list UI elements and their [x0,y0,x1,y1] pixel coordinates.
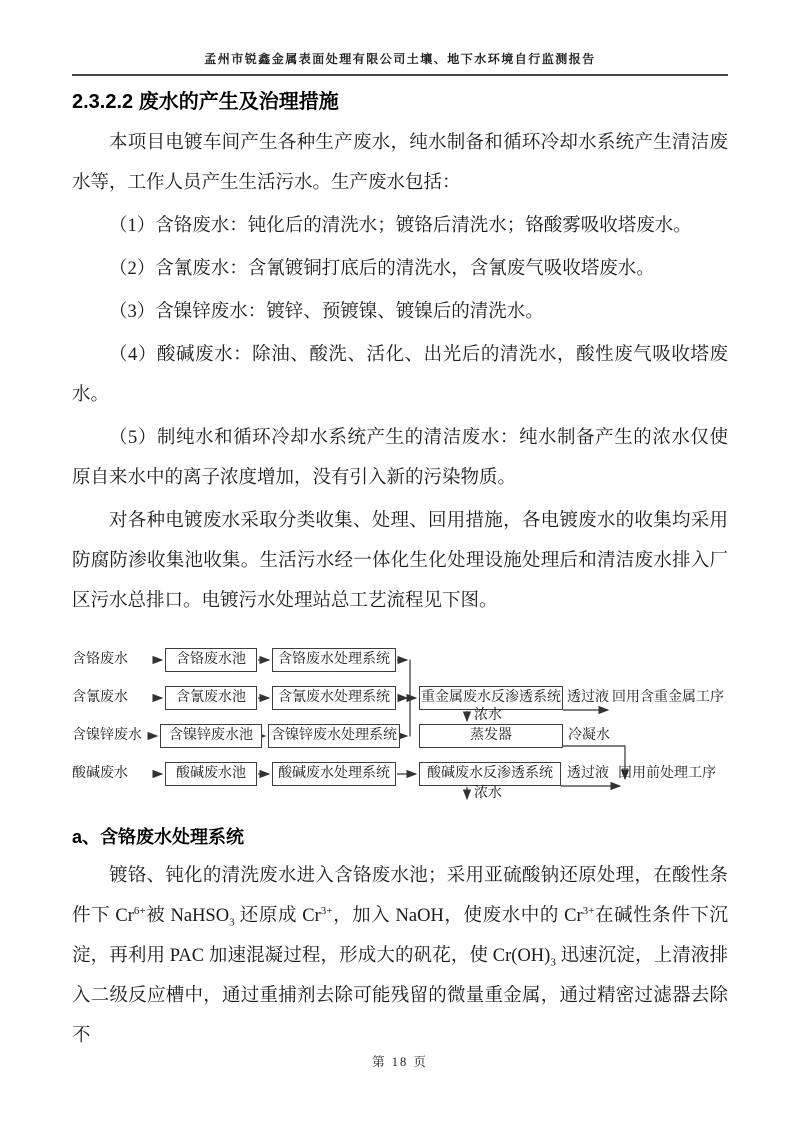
flow-source-cyanide: 含氰废水 [72,690,128,705]
flow-pool-acid-alkali: 酸碱废水池 [165,762,257,786]
flow-system-cyanide: 含氰废水处理系统 [272,686,396,710]
paragraph-collection: 对各种电镀废水采取分类收集、处理、回用措施，各电镀废水的收集均采用防腐防渗收集池收集。生活污水经一体化生化处理设施处理后和清洁废水排入厂区污水总排口。电镀污水处理站总工艺流程见下图。 [72,511,728,611]
flow-pool-nickel-zinc: 含镍锌废水池 [160,724,262,748]
flow-system-nickel-zinc: 含镍锌废水处理系统 [268,724,400,748]
running-header: 孟州市锐鑫金属表面处理有限公司土壤、地下水环境自行监测报告 [204,52,596,66]
flow-source-acid-alkali: 酸碱废水 [72,766,128,781]
list-item-2: （2）含氰废水：含氰镀铜打底后的清洗水，含氰废气吸收塔废水。 [109,259,655,279]
flow-label-concentrate-acid: 浓水 [474,786,502,801]
flow-label-reuse-heavy-metal: 回用含重金属工序 [612,690,724,705]
flow-system-acid-alkali: 酸碱废水处理系统 [272,762,396,786]
subsection-heading: a、含铬废水处理系统 [72,827,245,847]
flow-box-evaporator: 蒸发器 [419,724,563,748]
list-item-3: （3）含镍锌废水：镀锌、预镀镍、镀镍后的清洗水。 [109,302,544,322]
flow-label-permeate-acid: 透过液 [567,766,609,781]
list-item-4: （4）酸碱废水：除油、酸洗、活化、出光后的清洗水，酸性废气吸收塔废水。 [72,345,728,405]
header-divider [72,74,728,76]
paragraph-chrome-treatment: 镀铬、钝化的清洗废水进入含铬废水池；采用亚硫酸钠还原处理，在酸性条件下 $Cr^{6+}$被 NaHSO$_3$ 还原成 $Cr^{3+}$，加入 NaOH，使废水中的 $Cr^{3+}$在碱性条件下沉淀，再利用 PAC 加速混凝过程，形成大的矾花，使 $Cr(OH)_3$ 迅速沉淀，上清液排入二级反应槽中，通过重捕剂去除可能残留的微量重金属，通过精密过滤器去除不 [72,866,728,1046]
flow-box-heavy-metal-ro: 重金属废水反渗透系统 [419,686,563,710]
flow-pool-chrome: 含铬废水池 [165,648,257,672]
paragraph-intro: 本项目电镀车间产生各种生产废水，纯水制备和循环冷却水系统产生清洁废水等，工作人员产生生活污水。生产废水包括： [72,133,728,193]
flow-label-reuse-pretreatment: 回用前处理工序 [618,766,716,781]
flow-system-chrome: 含铬废水处理系统 [272,648,396,672]
flow-pool-cyanide: 含氰废水池 [165,686,257,710]
flow-label-permeate-heavy: 透过液 [567,690,609,705]
list-item-1: （1）含铬废水：钝化后的清洗水；镀铬后清洗水；铬酸雾吸收塔废水。 [109,216,692,236]
flow-diagram [72,643,728,815]
flow-box-acid-alkali-ro: 酸碱废水反渗透系统 [419,762,561,786]
page-number: 第 18 页 [372,1055,428,1069]
flow-label-condensate: 冷凝水 [568,728,610,743]
flow-label-concentrate-heavy: 浓水 [474,708,502,723]
flow-source-chrome: 含铬废水 [72,652,128,667]
section-heading: 2.3.2.2 废水的产生及治理措施 [72,91,339,113]
list-item-5: （5）制纯水和循环冷却水系统产生的清洁废水：纯水制备产生的浓水仅使原自来水中的离子浓度增加，没有引入新的污染物质。 [72,428,728,488]
flow-source-nickel-zinc: 含镍锌废水 [72,728,142,743]
